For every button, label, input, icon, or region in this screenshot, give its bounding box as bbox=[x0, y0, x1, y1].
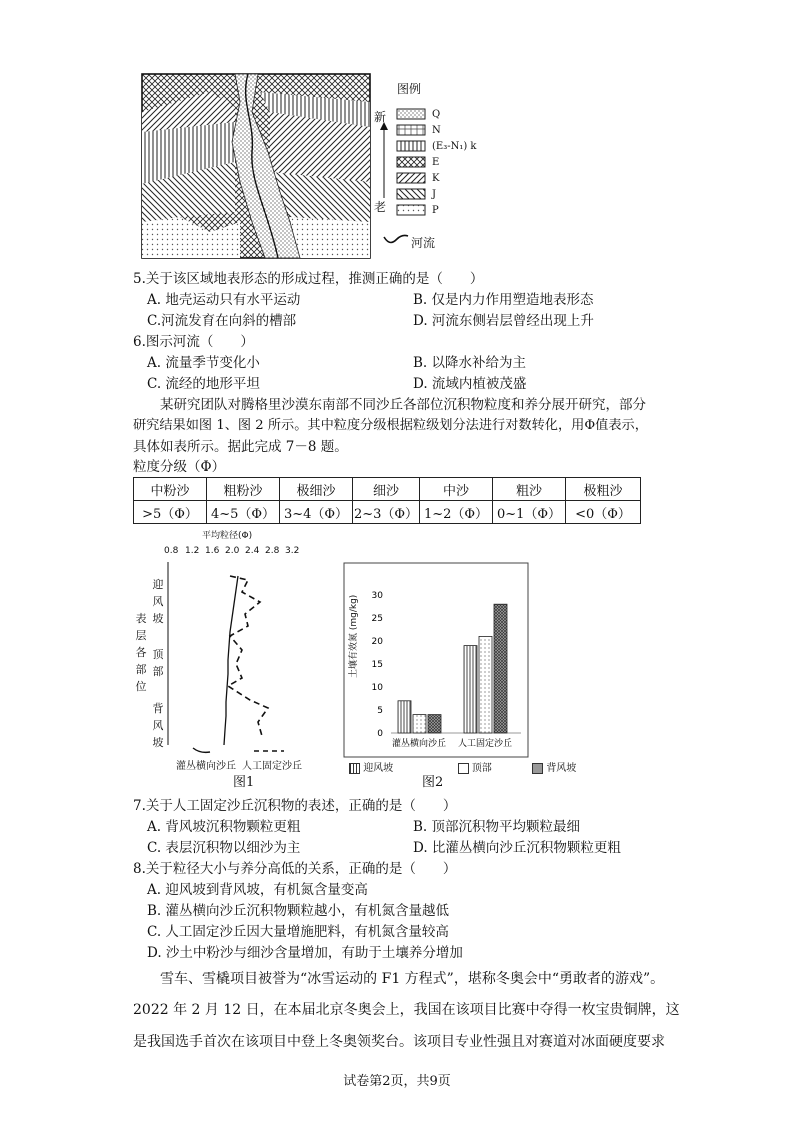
table-cell: 3~4（Φ） bbox=[280, 501, 353, 524]
table-cell: <0（Φ） bbox=[566, 501, 641, 524]
passage-line-3: 是我国选手首次在该项目中登上冬奥领奖台。该项目专业性强且对赛道对冰面硬度要求 bbox=[133, 1034, 665, 1050]
fig1-legend-icons bbox=[190, 746, 290, 756]
fig1-axis-title: 平均粒径(Φ) bbox=[202, 531, 253, 541]
fig1-series-solid bbox=[224, 576, 238, 745]
geologic-map bbox=[140, 72, 372, 260]
fig2-y-label: 土壤有效氮 (mg/kg) bbox=[349, 594, 359, 678]
fig2-bar-windward bbox=[398, 701, 411, 733]
fig1-legend-solid-icon bbox=[193, 748, 210, 752]
q8-option-b: B. 灌丛横向沙丘沉积物颗粒越小，有机氮含量越低 bbox=[147, 903, 450, 919]
fig1-tick-label: 3.2 bbox=[285, 546, 300, 556]
fig1-legend-solid-label: 灌丛横向沙丘 bbox=[176, 761, 236, 772]
fig2-legend-leeward: 背风坡 bbox=[546, 763, 577, 774]
fig1-label-char: 部 bbox=[152, 665, 164, 678]
table-cell: 4~5（Φ） bbox=[207, 501, 280, 524]
legend-labels bbox=[432, 107, 477, 219]
fig1-tick-label: 2.8 bbox=[265, 546, 280, 556]
fig1-tick-label: 2.4 bbox=[245, 546, 260, 556]
fig1-windward-label bbox=[151, 576, 165, 627]
fig1-chart bbox=[150, 540, 300, 768]
fig1-label-char: 背 bbox=[152, 702, 164, 715]
table-header-cell: 粗沙 bbox=[493, 478, 566, 501]
q8-option-d: D. 沙土中粉沙与细沙含量增加，有助于土壤养分增加 bbox=[147, 945, 463, 961]
q7-option-c: C. 表层沉积物以细沙为主 bbox=[147, 840, 301, 856]
grain-size-table bbox=[133, 477, 641, 524]
fig1-tick-label: 2.0 bbox=[225, 546, 240, 556]
fig2-legend bbox=[349, 759, 576, 774]
table-cell: 1~2（Φ） bbox=[420, 501, 493, 524]
fig2-caption: 图2 bbox=[422, 775, 444, 790]
fig1-top-label bbox=[151, 646, 165, 680]
fig1-label-char: 风 bbox=[152, 595, 164, 608]
q6-option-a: A. 流量季节变化小 bbox=[147, 355, 260, 371]
table-caption: 粒度分级（Φ） bbox=[133, 459, 226, 475]
passage-line-2: 2022 年 2 月 12 日，在本届北京冬奥会上，我国在该项目比赛中夺得一枚宝贵铜牌，这 bbox=[133, 1002, 680, 1018]
fig2-bar-top bbox=[479, 636, 492, 733]
fig2-bar-leeward bbox=[494, 604, 507, 733]
table-header-cell: 中沙 bbox=[420, 478, 493, 501]
fig2-legend-top-swatch bbox=[458, 763, 469, 774]
fig2-y-tick-label: 15 bbox=[371, 660, 383, 670]
fig1-label-char: 表 bbox=[135, 612, 147, 625]
intro-line-2: 研究结果如图 1、图 2 所示。其中粒度分级根据粒级划分法进行对数转化，用Φ值表示， bbox=[133, 418, 648, 433]
fig1-label-char: 各 bbox=[135, 646, 147, 659]
table-header-row bbox=[134, 478, 641, 501]
table-header-cell: 粗粉沙 bbox=[207, 478, 280, 501]
fig2-y-tick-label: 5 bbox=[377, 706, 383, 716]
fig2-legend-windward-swatch bbox=[349, 763, 360, 774]
fig2-bar-top bbox=[413, 715, 426, 733]
legend-new-label: 新 bbox=[374, 110, 387, 124]
fig2-legend-top: 顶部 bbox=[471, 763, 492, 774]
q5-option-b: B. 仅是内力作用塑造地表形态 bbox=[413, 292, 594, 308]
fig1-label-char: 迎 bbox=[152, 578, 164, 591]
fig2-chart bbox=[343, 562, 529, 758]
fig2-bar-leeward bbox=[428, 715, 441, 733]
table-header-cell: 细沙 bbox=[353, 478, 420, 501]
river-legend-label: 河流 bbox=[411, 236, 436, 250]
q7-option-d: D. 比灌丛横向沙丘沉积物颗粒更粗 bbox=[413, 840, 621, 856]
legend-label-j: J bbox=[432, 189, 437, 200]
intro-line-1: 某研究团队对腾格里沙漠东南部不同沙丘各部位沉积物粒度和养分展开研究，部分 bbox=[160, 397, 646, 413]
table-cell: >5（Φ） bbox=[134, 501, 207, 524]
fig1-leeward-label bbox=[151, 700, 165, 751]
fig1-label-char: 坡 bbox=[152, 736, 164, 749]
fig1-tick-label: 1.2 bbox=[185, 546, 200, 556]
fig1-label-char: 层 bbox=[135, 629, 147, 642]
q8-stem: 8.关于粒径大小与养分高低的关系，正确的是（ ） bbox=[133, 861, 457, 877]
fig2-y-tick-label: 0 bbox=[377, 729, 383, 739]
age-arrow-icon bbox=[379, 122, 389, 198]
fig1-tick-label: 1.6 bbox=[205, 546, 220, 556]
table-header-cell: 中粉沙 bbox=[134, 478, 207, 501]
intro-line-3: 具体如表所示。据此完成 7－8 题。 bbox=[133, 439, 348, 455]
fig2-y-tick-label: 25 bbox=[371, 614, 383, 624]
q6-option-d: D. 流域内植被茂盛 bbox=[413, 376, 527, 392]
fig1-label-char: 部 bbox=[135, 663, 147, 676]
fig2-y-tick-label: 30 bbox=[371, 591, 383, 601]
fig1-label-char: 风 bbox=[152, 719, 164, 732]
page-footer: 试卷第2页，共9页 bbox=[343, 1074, 451, 1089]
table-cell: 2~3（Φ） bbox=[353, 501, 420, 524]
q8-option-a: A. 迎风坡到背风坡，有机氮含量变高 bbox=[147, 882, 368, 898]
q6-stem: 6.图示河流（ ） bbox=[133, 334, 254, 350]
legend-label-p: P bbox=[432, 205, 439, 216]
legend-label-e: E bbox=[432, 157, 440, 168]
table-header-cell: 极细沙 bbox=[280, 478, 353, 501]
legend-label-n: N bbox=[432, 125, 441, 136]
legend-title: 图例 bbox=[397, 82, 422, 96]
fig1-tick-label: 0.8 bbox=[164, 546, 179, 556]
q8-option-c: C. 人工固定沙丘因大量增施肥料，有机氮含量较高 bbox=[147, 924, 449, 940]
fig2-y-tick-label: 20 bbox=[371, 637, 383, 647]
fig2-legend-leeward-swatch bbox=[532, 763, 543, 774]
fig1-caption: 图1 bbox=[233, 775, 255, 790]
table-header-cell: 极粗沙 bbox=[566, 478, 641, 501]
river-legend-icon bbox=[383, 233, 409, 245]
fig2-category-label: 灌丛横向沙丘 bbox=[391, 739, 447, 749]
table-cell: 0~1（Φ） bbox=[493, 501, 566, 524]
fig1-label-char: 位 bbox=[135, 680, 147, 693]
q6-option-c: C. 流经的地形平坦 bbox=[147, 376, 260, 392]
q7-stem: 7.关于人工固定沙丘沉积物的表述，正确的是（ ） bbox=[133, 798, 457, 814]
fig1-label-char: 坡 bbox=[152, 612, 164, 625]
q7-option-b: B. 顶部沉积物平均颗粒最细 bbox=[413, 819, 581, 835]
fig2-category-label: 人工固定沙丘 bbox=[457, 739, 513, 749]
legend-label-q: Q bbox=[432, 109, 441, 120]
fig1-side-label bbox=[134, 610, 148, 695]
fig1-label-char: 顶 bbox=[152, 648, 164, 661]
fig2-bar-windward bbox=[464, 646, 477, 733]
q5-option-d: D. 河流东侧岩层曾经出现上升 bbox=[413, 313, 594, 329]
q5-option-c: C.河流发育在向斜的槽部 bbox=[147, 313, 297, 329]
q7-option-a: A. 背风坡沉积物颗粒更粗 bbox=[147, 819, 301, 835]
passage-line-1: 雪车、雪橇项目被誉为“冰雪运动的 F1 方程式”，堪称冬奥会中“勇敢者的游戏”。 bbox=[160, 971, 665, 987]
fig1-legend-dashed-label: 人工固定沙丘 bbox=[242, 761, 302, 772]
legend-old-label: 老 bbox=[374, 200, 387, 214]
fig2-y-tick-label: 10 bbox=[371, 683, 383, 693]
legend-label-k: K bbox=[432, 173, 440, 184]
q6-option-b: B. 以降水补给为主 bbox=[413, 355, 527, 371]
q5-option-a: A. 地壳运动只有水平运动 bbox=[147, 292, 301, 308]
fig2-legend-windward: 迎风坡 bbox=[363, 763, 394, 774]
table-row bbox=[134, 501, 641, 524]
legend-swatches bbox=[396, 108, 428, 218]
legend-label-enk: (E₃-N₁) k bbox=[432, 141, 477, 152]
q5-stem: 5.关于该区域地表形态的形成过程，推测正确的是（ ） bbox=[133, 271, 484, 287]
